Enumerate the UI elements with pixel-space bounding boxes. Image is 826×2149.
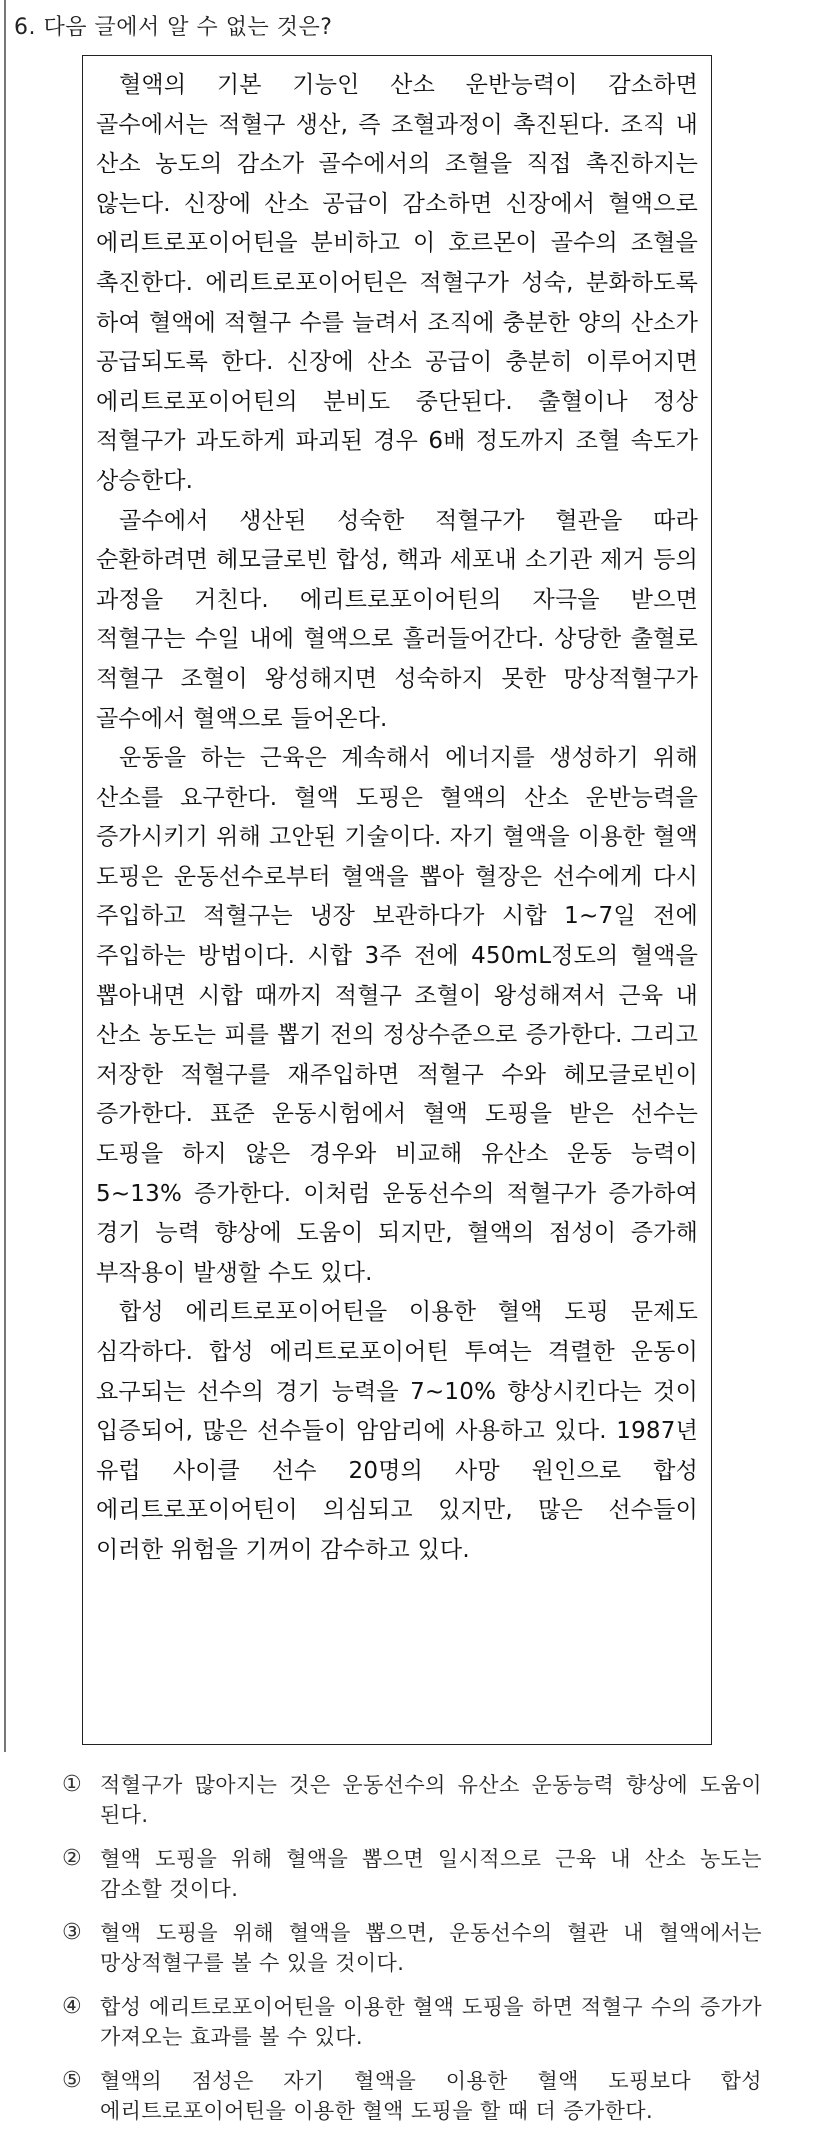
choice-3[interactable]: [62, 1918, 762, 1978]
choice-5[interactable]: [62, 2066, 762, 2126]
passage-box: [82, 55, 712, 1745]
choice-number: ④: [62, 1994, 82, 2019]
choice-number: ②: [62, 1846, 82, 1871]
choice-number: ①: [62, 1772, 82, 1797]
choice-number: ③: [62, 1920, 82, 1945]
passage-paragraph-1: 혈액의 기본 기능인 산소 운반능력이 감소하면 골수에서는 적혈구 생산, 즉 조혈과정이 촉진된다. 조직 내 산소 농도의 감소가 골수에서의 조혈을 직접 촉진하지는 않는다. 신장에 산소 공급이 감소하면 신장에서 혈액으로 에리트로포이어틴을 분비하고 이 호르몬이 골수의 조혈을 촉진한다. 에리트로포이어틴은 적혈구가 성숙, 분화하도록 하여 혈액에 적혈구 수를 늘려서 조직에 충분한 양의 산소가 공급되도록 한다. 신장에 산소 공급이 충분히 이루어지면 에리트로포이어틴의 분비도 중단된다. 출혈이나 정상 적혈구가 과도하게 파괴된 경우 6배 정도까지 조혈 속도가 상승한다.: [96, 72, 698, 494]
question-title: 6. 다음 글에서 알 수 없는 것은?: [14, 15, 333, 40]
choice-text: 혈액 도핑을 위해 혈액을 뽑으면, 운동선수의 혈관 내 혈액에서는 망상적혈구를 볼 수 있을 것이다.: [100, 1921, 762, 1975]
choice-text: 혈액의 점성은 자기 혈액을 이용한 혈액 도핑보다 합성 에리트로포이어틴을 이용한 혈액 도핑을 할 때 더 증가한다.: [100, 2069, 762, 2123]
choice-1[interactable]: [62, 1770, 762, 1830]
passage-paragraph-3: 운동을 하는 근육은 계속해서 에너지를 생성하기 위해 산소를 요구한다. 혈액 도핑은 혈액의 산소 운반능력을 증가시키기 위해 고안된 기술이다. 자기 혈액을 이용한 혈액 도핑은 운동선수로부터 혈액을 뽑아 혈장은 선수에게 다시 주입하고 적혈구는 냉장 보관하다가 시합 1~7일 전에 주입하는 방법이다. 시합 3주 전에 450mL정도의 혈액을 뽑아내면 시합 때까지 적혈구 조혈이 왕성해져서 근육 내 산소 농도는 피를 뽑기 전의 정상수준으로 증가한다. 그리고 저장한 적혈구를 재주입하면 적혈구 수와 헤모글로빈이 증가한다. 표준 운동시험에서 혈액 도핑을 받은 선수는 도핑을 하지 않은 경우와 비교해 유산소 운동 능력이 5~13% 증가한다. 이처럼 운동선수의 적혈구가 증가하여 경기 능력 향상에 도움이 되지만, 혈액의 점성이 증가해 부작용이 발생할 수도 있다.: [96, 745, 698, 1286]
choice-text: 혈액 도핑을 위해 혈액을 뽑으면 일시적으로 근육 내 산소 농도는 감소할 것이다.: [100, 1847, 762, 1901]
left-margin-rule: [4, 0, 6, 1752]
choice-number: ⑤: [62, 2068, 82, 2093]
choice-2[interactable]: [62, 1844, 762, 1904]
passage-paragraph-4: 합성 에리트로포이어틴을 이용한 혈액 도핑 문제도 심각하다. 합성 에리트로포이어틴 투여는 격렬한 운동이 요구되는 선수의 경기 능력을 7~10% 향상시킨다는 것이 입증되어, 많은 선수들이 암암리에 사용하고 있다. 1987년 유럽 사이클 선수 20명의 사망 원인으로 합성 에리트로포이어틴이 의심되고 있지만, 많은 선수들이 이러한 위험을 기꺼이 감수하고 있다.: [96, 1299, 698, 1563]
choice-text: 적혈구가 많아지는 것은 운동선수의 유산소 운동능력 향상에 도움이 된다.: [100, 1773, 762, 1827]
choice-4[interactable]: [62, 1992, 762, 2052]
choice-text: 합성 에리트로포이어틴을 이용한 혈액 도핑을 하면 적혈구 수의 증가가 가져오는 효과를 볼 수 있다.: [100, 1995, 762, 2049]
passage-paragraph-2: 골수에서 생산된 성숙한 적혈구가 혈관을 따라 순환하려면 헤모글로빈 합성, 핵과 세포내 소기관 제거 등의 과정을 거친다. 에리트로포이어틴의 자극을 받으면 적혈구는 수일 내에 혈액으로 흘러들어간다. 상당한 출혈로 적혈구 조혈이 왕성해지면 성숙하지 못한 망상적혈구가 골수에서 혈액으로 들어온다.: [96, 507, 698, 732]
answer-choices: [62, 1770, 762, 2140]
